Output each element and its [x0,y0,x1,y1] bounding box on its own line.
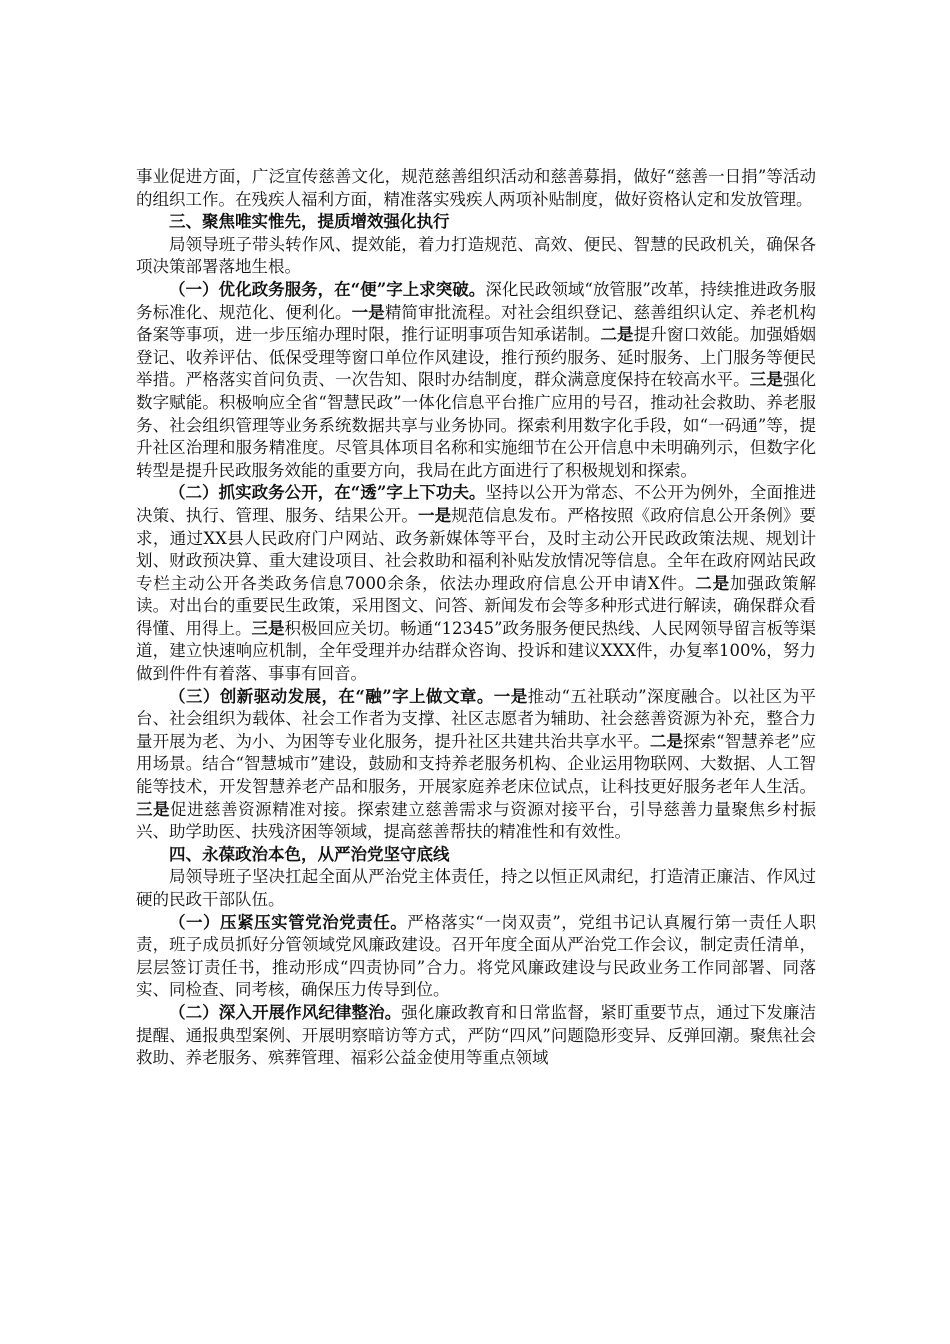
text-segment: 坚持以公开为常态、不公开为例外，全面推进决策、执行、管理、服务、结果公开。 [136,483,817,525]
point-marker-3: 三是 [251,618,285,638]
point-marker-2: 二是 [649,731,684,751]
paragraph-charity-disability: 事业促进方面，广泛宣传慈善文化，规范慈善组织活动和慈善募捐，做好“慈善一日捐”等活动的组织工作。在残疾人福利方面，精准落实残疾人两项补贴制度，做好资格认定和发放管理。 [136,167,816,209]
point-marker-2: 二是 [600,325,634,345]
text-segment: 加强政策解读。对出台的重要民生政策，采用图文、问答、新闻发布会等多种形式进行解读，确保群众看得懂、用得上。 [136,573,817,638]
point-marker-3: 三是 [749,370,783,390]
section-heading-4: 四、永葆政治本色，从严治党坚守底线 [169,844,450,864]
text-segment: 促进慈善资源精准对接。探索建立慈善需求与资源对接平台，引导慈善力量聚焦乡村振兴、助学助医、扶残济困等领域，提高慈善帮扶的精准性和有效性。 [136,799,817,842]
paragraph-innovation [136,686,816,844]
subheading-government-openness: （二）抓实政务公开，在“透”字上下功夫。 [169,483,486,503]
point-marker-2: 二是 [695,573,731,593]
point-marker-1: 一是 [418,505,452,525]
text-segment: 提升窗口效能。加强婚姻登记、收养评估、低保受理等窗口单位作风建设，推行预约服务、延时服务、上门服务等便民举措。严格落实首问负责、一次告知、限时办结制度，群众满意度保持在较高水平。 [136,325,817,390]
subheading-discipline-rectification: （二）深入开展作风纪律整治。 [169,1002,402,1022]
point-marker-3: 三是 [136,799,171,819]
text-segment: 规范信息发布。严格按照《政府信息公开条例》要求，通过XX县人民政府门户网站、政务新媒体等平台，及时主动公开民政政策法规、规划计划、财政预决算、重大建设项目、社会救助和福利补贴发放情况等信息。全年在政府网站民政专栏主动公开各类政务信息7000余条，依法办理政府信息公开申请X件。 [136,505,817,593]
paragraph-section-3-intro: 局领导班子带头转作风、提效能，着力打造规范、高效、便民、智慧的民政机关，确保各项决策部署落地生根。 [136,234,816,277]
paragraph-government-openness [136,482,816,685]
text-segment: 精简审批流程。对社会组织登记、慈善组织认定、养老机构备案等事项，进一步压缩办理时限，推行证明事项告知承诺制。 [136,302,817,345]
paragraph-discipline-rectification [136,1002,816,1070]
text-segment: 探索“智慧养老”应用场景。结合“智慧城市”建设，鼓励和支持养老服务机构、企业运用物联网、大数据、人工智能等技术，开发智慧养老产品和服务，开展家庭养老床位试点，让科技更好服务老年人生活。 [136,731,817,797]
subheading-government-service: （一）优化政务服务，在“便”字上求突破。 [169,279,486,299]
subheading-party-responsibility: （一）压紧压实管党治党责任。 [169,912,408,932]
text-segment: 深化民政领域“放管服”改革，持续推进政务服务标准化、规范化、便利化。 [136,279,817,322]
subheading-innovation: （三）创新驱动发展，在“融”字上做文章。 [169,686,494,706]
text-segment: 强化廉政教育和日常监督，紧盯重要节点，通过下发廉洁提醒、通报典型案例、开展明察暗访等方式，严防“四风”问题隐形变异、反弹回潮。聚焦社会救助、养老服务、殡葬管理、福彩公益金使用等重点领域 [136,1002,817,1068]
point-marker-1: 一是 [493,686,528,706]
document-body [136,166,816,1070]
text-segment: 强化数字赋能。积极响应全省“智慧民政”一体化信息平台推广应用的号召，推动社会救助、养老服务、社会组织管理等业务系统数据共享与业务协同。探索利用数字化手段，如“一码通”等，提升社区治理和服务精准度。尽管具体项目名称和实施细节在公开信息中未明确列示，但数字化转型是提升民政服务效能的重要方向，我局在此方面进行了积极规划和探索。 [136,370,817,480]
paragraph-party-responsibility [136,912,816,1002]
paragraph-section-4-intro: 局领导班子坚决扛起全面从严治党主体责任，持之以恒正风肃纪，打造清正廉洁、作风过硬的民政干部队伍。 [136,867,816,909]
point-marker-1: 一是 [351,302,385,322]
section-heading-3: 三、聚焦唯实惟先，提质增效强化执行 [169,212,450,232]
text-segment: 积极回应关切。畅通“12345”政务服务便民热线、人民网领导留言板等渠道，建立快速响应机制，全年受理并办结群众咨询、投诉和建议XXX件，办复率100%，努力做到件件有着落、事事有回音。 [136,618,817,684]
paragraph-government-service [136,279,816,482]
text-segment: 推动“五社联动”深度融合。以社区为平台、社会组织为载体、社会工作者为支撑、社区志愿者为辅助、社会慈善资源为补充，整合力量开展为老、为小、为困等专业化服务，提升社区共建共治共享水平。 [136,686,817,751]
text-segment: 严格落实“一岗双责”，党组书记认真履行第一责任人职责，班子成员抓好分管领域党风廉政建设。召开年度全面从严治党工作会议，制定责任清单，层层签订责任书，推动形成“四责协同”合力。将党风廉政建设与民政业务工作同部署、同落实、同检查、同考核，确保压力传导到位。 [136,912,816,1000]
